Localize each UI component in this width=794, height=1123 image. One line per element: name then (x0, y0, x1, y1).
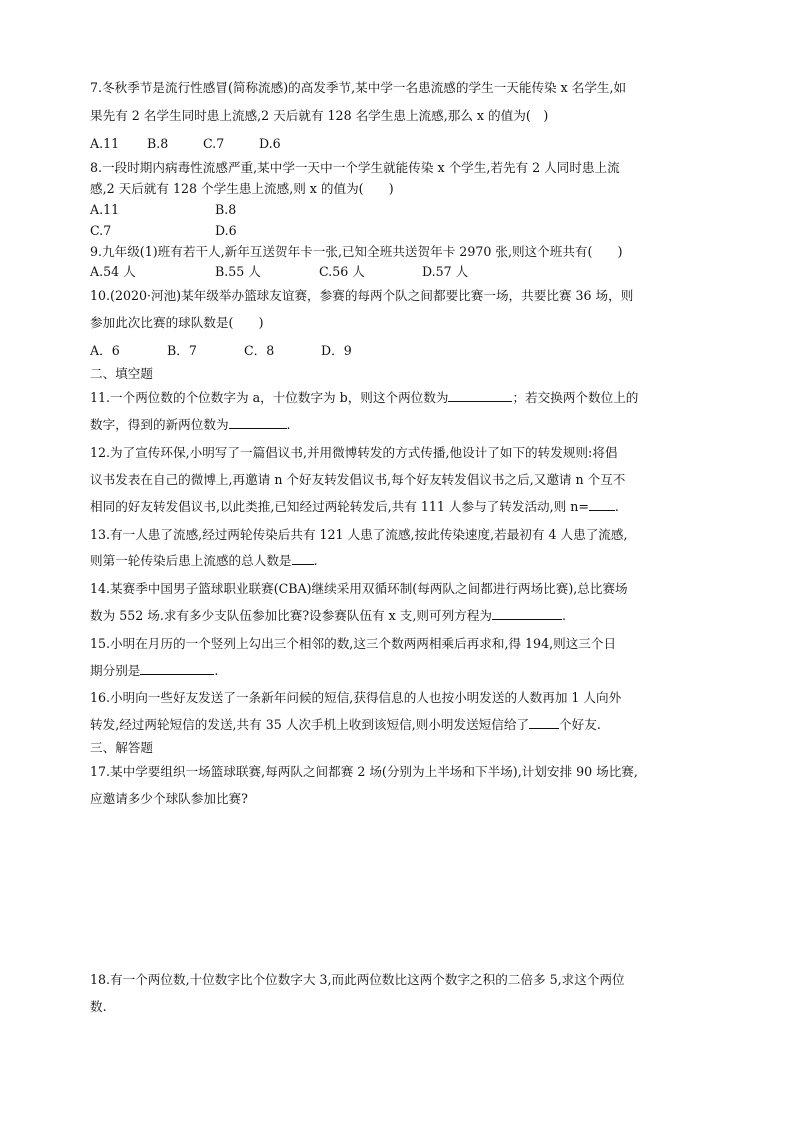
q15-blank[interactable] (140, 663, 214, 675)
q9-line-1: 9.九年级(1)班有若干人,新年互送贺年卡一张,已知全班共送贺年卡 2970 张,则这个班共有( ) (90, 244, 623, 259)
q13-text-a: 则第一轮传染后患上流感的总人数是 (90, 553, 292, 568)
q12-text-b: . (614, 499, 619, 514)
q7-line-1: 7.冬秋季节是流行性感冒(简称流感)的高发季节,某中学一名患流感的学生一天能传染 x 名学生,如 (90, 80, 627, 95)
q13-line-1: 13.有一人患了流感,经过两轮传染后共有 121 人患了流感,按此传染速度,若最初有 4 人患了流感, (90, 527, 628, 542)
q18-line-1: 18.有一个两位数,十位数字比个位数字大 3,而此两位数比这两个数字之积的二倍多 5,求这个两位 (90, 972, 625, 987)
q9-option-a: A.54 人 (90, 264, 136, 279)
q11-line-1 (90, 390, 730, 406)
q15-text-a: 期分别是 (90, 663, 141, 678)
q12-line-3 (90, 499, 730, 515)
q7-option-a: A.11 (90, 136, 120, 151)
q14-line-2 (90, 608, 730, 624)
q12-line-1: 12.为了宣传环保,小明写了一篇倡议书,并用微博转发的方式传播,他设计了如下的转发规则:将倡 (90, 445, 618, 460)
q13-text-b: . (313, 553, 318, 568)
q7-option-b: B.8 (147, 136, 169, 151)
q7-option-d: D.6 (259, 136, 281, 151)
q16-line-2 (90, 717, 730, 733)
q9-option-b: B.55 人 (215, 264, 261, 279)
q11-blank-1[interactable] (448, 390, 512, 402)
q10-option-d: D．9 (321, 343, 352, 358)
q7-option-c: C.7 (203, 136, 225, 151)
q11-line-2 (90, 417, 730, 433)
q16-text-a: 转发,经过两轮短信的发送,共有 35 人次手机上收到该短信,则小明发送短信给了 (90, 717, 530, 732)
q14-blank[interactable] (492, 608, 562, 620)
q7-line-2: 果先有 2 名学生同时患上流感,2 天后就有 128 名学生患上流感,那么 x 的值为( ) (90, 108, 549, 123)
q11-text-c: 数字，得到的新两位数为 (90, 417, 229, 432)
q11-blank-2[interactable] (229, 417, 287, 429)
q12-blank[interactable] (589, 499, 615, 511)
q16-blank[interactable] (529, 717, 559, 729)
q9-option-d: D.57 人 (422, 264, 469, 279)
q14-line-1: 14.某赛季中国男子篮球职业联赛(CBA)继续采用双循环制(每两队之间都进行两场比赛),总比赛场 (90, 581, 628, 596)
q8-option-c: C.7 (90, 223, 112, 238)
q10-option-b: B．7 (167, 343, 197, 358)
q8-option-b: B.8 (215, 202, 237, 217)
q8-option-a: A.11 (90, 202, 120, 217)
q16-line-1: 16.小明向一些好友发送了一条新年问候的短信,获得信息的人也按小明发送的人数再加 1 人向外 (90, 690, 622, 705)
q15-line-2 (90, 663, 730, 679)
q11-text-d: . (286, 417, 291, 432)
q17-line-2: 应邀请多少个球队参加比赛? (90, 791, 248, 806)
q18-line-2: 数. (90, 999, 107, 1014)
q11-text-b: ；若交换两个数位上的 (512, 390, 639, 405)
q10-option-a: A．6 (90, 343, 120, 358)
q16-text-b: 个好友. (559, 717, 601, 732)
section-fill-in-heading: 二、填空题 (90, 366, 153, 381)
q8-option-d: D.6 (215, 223, 237, 238)
q10-option-c: C．8 (244, 343, 275, 358)
q13-line-2 (90, 553, 730, 569)
q13-blank[interactable] (292, 553, 314, 565)
section-solve-heading: 三、解答题 (90, 740, 153, 755)
q8-line-1: 8.一段时期内病毒性流感严重,某中学一天中一个学生就能传染 x 个学生,若先有 2 人同时患上流 (90, 160, 620, 175)
q8-line-2: 感,2 天后就有 128 个学生患上流感,则 x 的值为( ) (90, 181, 394, 196)
q12-line-2: 议书发表在自己的微博上,再邀请 n 个好友转发倡议书,每个好友转发倡议书之后,又邀请 n 个互不 (90, 472, 626, 487)
q10-line-2: 参加此次比赛的球队数是( ) (90, 315, 264, 330)
q15-text-b: . (214, 663, 219, 678)
q14-text-b: . (561, 608, 566, 623)
q15-line-1: 15.小明在月历的一个竖列上勾出三个相邻的数,这三个数两两相乘后再求和,得 194,则这三个日 (90, 636, 617, 651)
q14-text-a: 数为 552 场.求有多少支队伍参加比赛?设参赛队伍有 x 支,则可列方程为 (90, 608, 492, 623)
q12-text-a: 相同的好友转发倡议书,以此类推,已知经过两轮转发后,共有 111 人参与了转发活动,则 n= (90, 499, 589, 514)
q11-text-a: 11.一个两位数的个位数字为 a，十位数字为 b，则这个两位数为 (90, 390, 449, 405)
q17-line-1: 17.某中学要组织一场篮球联赛,每两队之间都赛 2 场(分别为上半场和下半场),计划安排 90 场比赛, (90, 764, 638, 779)
q9-option-c: C.56 人 (319, 264, 365, 279)
q10-line-1: 10.(2020·河池)某年级举办篮球友谊赛，参赛的每两个队之间都要比赛一场，共要比赛 36 场，则 (90, 288, 634, 303)
